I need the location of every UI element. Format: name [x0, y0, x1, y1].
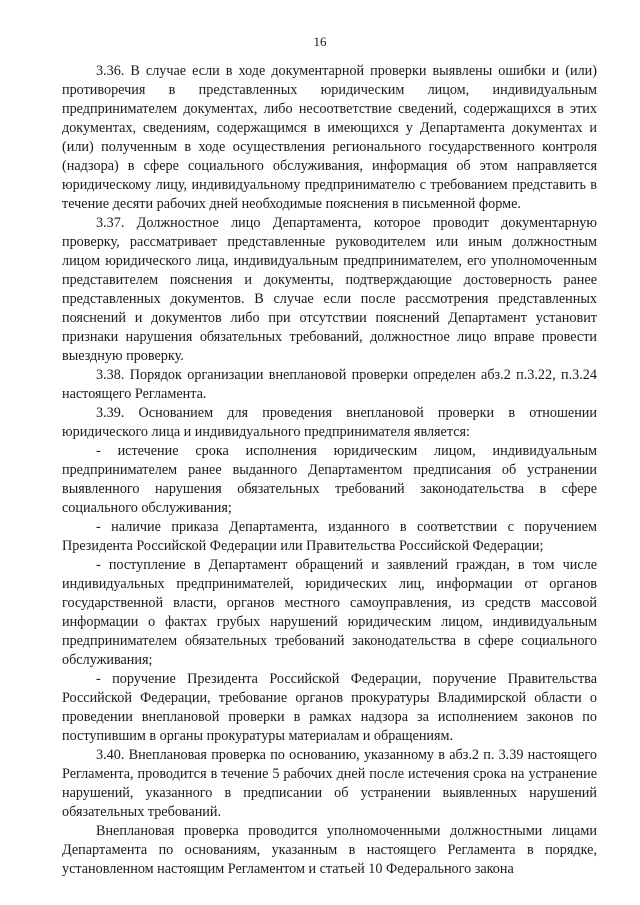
- list-item-department-order: - наличие приказа Департамента, изданного в соответствии с поручением Президента Российской Федерации или Правительства Российской Федерации;: [62, 519, 597, 554]
- paragraph-3-39: 3.39. Основанием для проведения внеплановой проверки в отношении юридического лица и индивидуального предпринимателя является:: [62, 405, 597, 440]
- paragraph-3-36: 3.36. В случае если в ходе документарной проверки выявлены ошибки и (или) противоречия в представленных юридическим лицом, индивидуальным предпринимателем документах, либо несоответствие сведений, содержащихся в этих документах, сведениям, содержащимся в имеющихся у Департамента документах и (или) полученным в ходе осуществления регионального государственного контроля (надзора) в сфере социального обслуживания, информация об этом направляется юридическому лицу, индивидуальному предпринимателю с требованием представить в течение десяти рабочих дней необходимые пояснения в письменной форме.: [62, 63, 597, 212]
- paragraph-3-40: 3.40. Внеплановая проверка по основанию, указанному в абз.2 п. 3.39 настоящего Регламента, проводится в течение 5 рабочих дней после истечения срока на устранение нарушений, указанного в предписании об устранении выявленных нарушений обязательных требований.: [62, 747, 597, 820]
- page-number: 16: [313, 34, 327, 49]
- paragraph-3-38: 3.38. Порядок организации внеплановой проверки определен абз.2 п.3.22, п.3.24 настоящего Регламента.: [62, 367, 597, 402]
- list-item-deadline-expiry: - истечение срока исполнения юридическим лицом, индивидуальным предпринимателем ранее выданного Департаментом предписания об устранении выявленного нарушения обязательных требований законодательства в сфере социального обслуживания;: [62, 443, 597, 516]
- paragraph-3-37: 3.37. Должностное лицо Департамента, которое проводит документарную проверку, рассматривает представленные руководителем или иным должностным лицом юридического лица, индивидуальным предпринимателем, его уполномоченным представителем пояснения и документы, подтверждающие достоверность ранее представленных документов. В случае если после рассмотрения представленных пояснений и документов либо при отсутствии пояснений Департамент установит признаки нарушения обязательных требований, должностное лицо вправе провести выездную проверку.: [62, 215, 597, 364]
- paragraph-unscheduled-inspection: Внеплановая проверка проводится уполномоченными должностными лицами Департамента по основаниям, указанным в настоящего Регламента в порядке, установленном настоящим Регламентом и статьей 10 Федерального закона: [62, 823, 597, 877]
- list-item-presidential-instruction: - поручение Президента Российской Федерации, поручение Правительства Российской Федерации, требование органов прокуратуры Владимирской области о проведении внеплановой проверки в рамках надзора за исполнением законов по поступившим в органы прокуратуры материалам и обращениям.: [62, 671, 597, 744]
- list-item-citizen-appeals: - поступление в Департамент обращений и заявлений граждан, в том числе индивидуальных предпринимателей, юридических лиц, информации от органов государственной власти, органов местного самоуправления, из средств массовой информации о фактах грубых нарушений юридическим лицом, индивидуальным предпринимателем обязательных требований законодательства в сфере социального обслуживания;: [62, 557, 597, 668]
- document-body: [62, 62, 597, 879]
